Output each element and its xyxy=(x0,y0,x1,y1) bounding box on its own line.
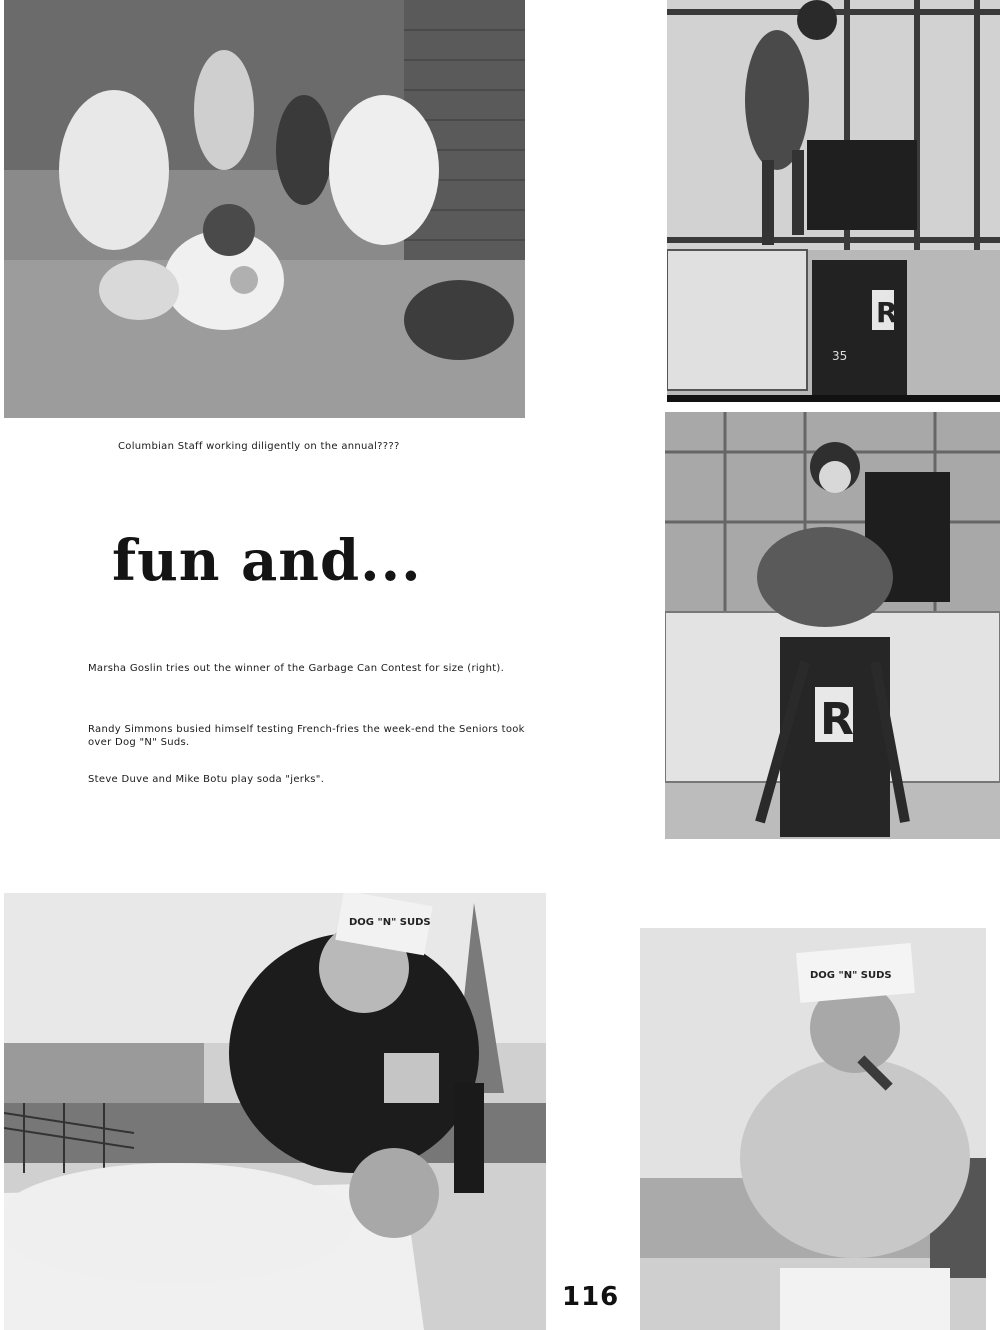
caption-simmons: Randy Simmons busied himself testing French-fries the week-end the Seniors took over Dog "N" Suds. xyxy=(88,724,525,748)
caption-staff: Columbian Staff working diligently on the annual???? xyxy=(118,441,400,452)
photo-staff-group xyxy=(4,0,525,418)
page-headline: fun and... xyxy=(112,528,422,594)
caption-duve: Steve Duve and Mike Botu play soda "jerks". xyxy=(88,774,325,785)
can-number: 35 xyxy=(832,349,848,363)
caption-goslin: Marsha Goslin tries out the winner of the Garbage Can Contest for size (right). xyxy=(88,663,505,674)
can-letter-top: R xyxy=(876,296,898,329)
can-letter-middle: R xyxy=(820,694,854,745)
photo-girl-stepping-on-can xyxy=(667,0,1000,402)
hat-text-right: DOG "N" SUDS xyxy=(810,970,892,981)
page-number: 116 xyxy=(562,1282,620,1312)
photo-soda-jerks xyxy=(4,893,546,1330)
photo-girl-in-can xyxy=(665,412,1000,839)
hat-text-left: DOG "N" SUDS xyxy=(349,917,431,928)
photo-boy-eating xyxy=(640,928,986,1330)
